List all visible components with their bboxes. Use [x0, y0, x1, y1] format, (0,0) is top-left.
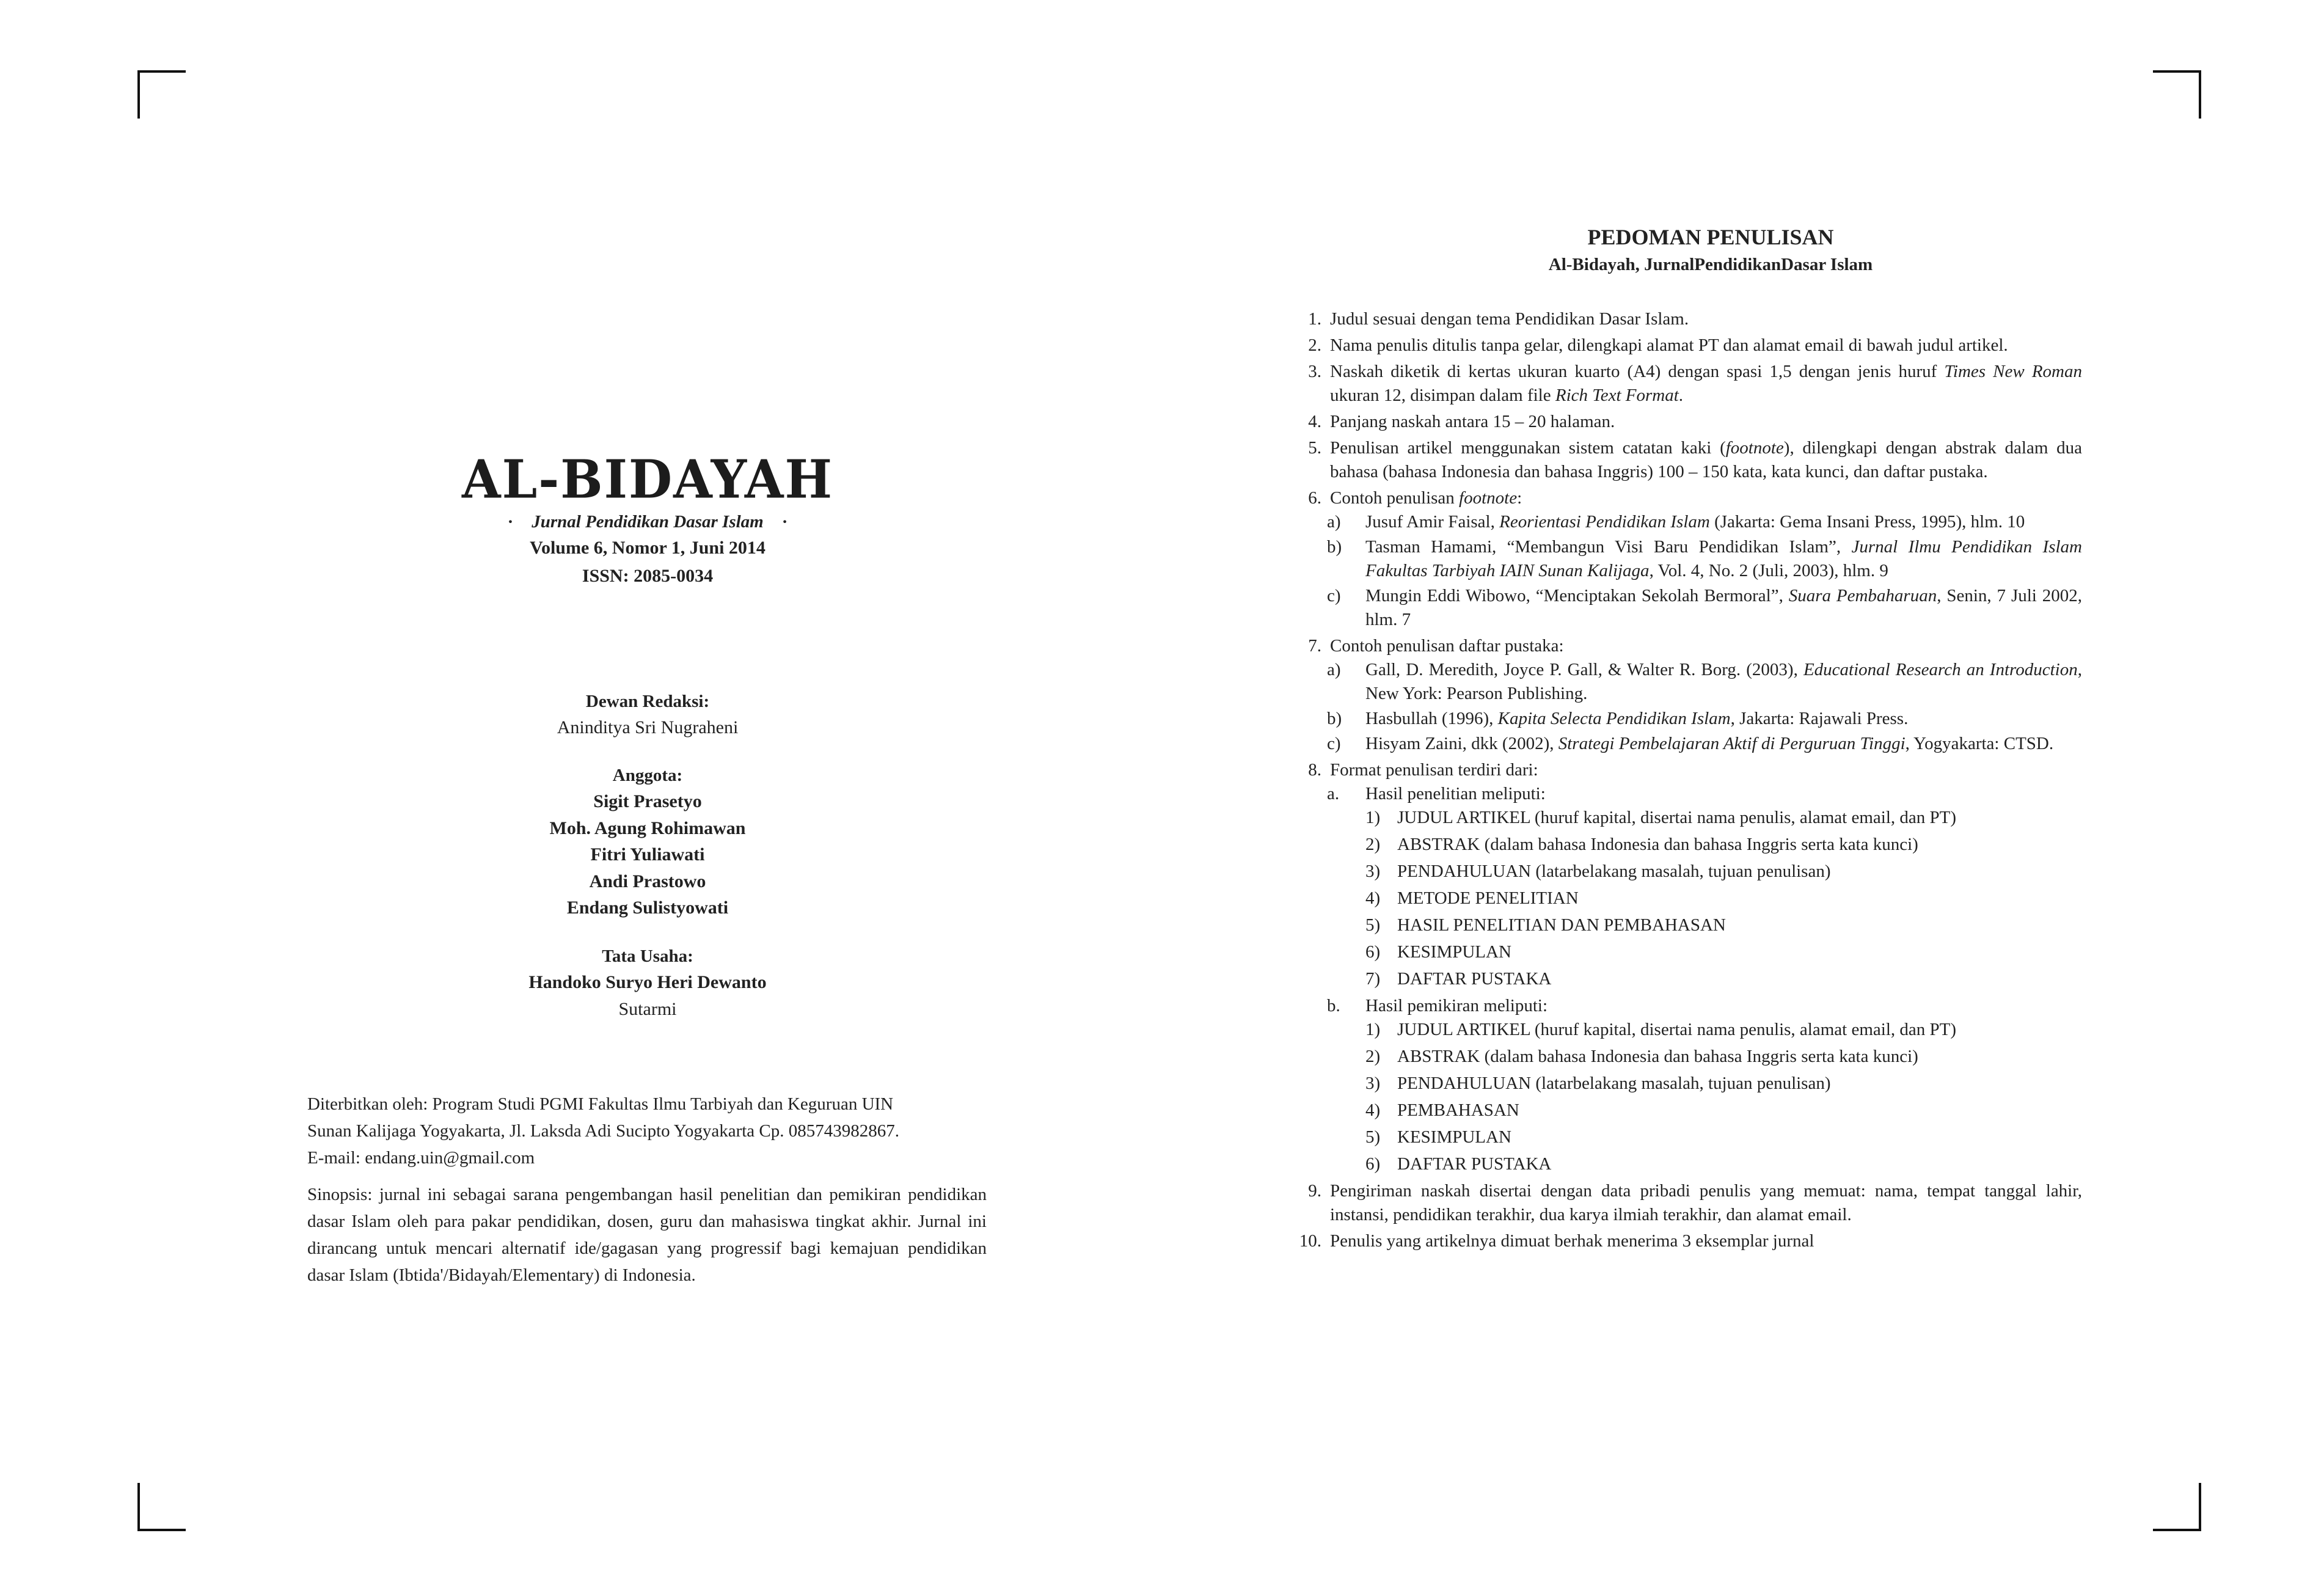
sub-text-italic: Suara Pembaharuan [1788, 586, 1937, 606]
publisher-paragraph [307, 1091, 987, 1171]
sub-text: , Yogyakarta: CTSD. [1905, 734, 2054, 753]
sub-number: a) [1327, 512, 1341, 532]
synopsis-paragraph: Sinopsis: jurnal ini sebagai sarana pengembangan hasil penelitian dan pemikiran pendidikan dasar Islam oleh para pakar pendidikan, dosen, guru dan mahasiswa tingkat akhir. Jurnal ini dirancang untuk mencari alternatif ide/gagasan yang progressif bagi kemajuan pendidikan dasar Islam (Ibtida'/Bidayah/Elementary) di Indonesia. [307, 1185, 987, 1285]
anggota-member: Endang Sulistyowati [566, 898, 729, 918]
guideline-heading [1283, 223, 2138, 277]
sub-text: Hasbullah (1996), [1365, 709, 1498, 728]
item-number: 4. [1308, 412, 1321, 431]
entry-text: ABSTRAK (dalam bahasa Indonesia dan bahasa Inggris serta kata kunci) [1397, 835, 1918, 854]
item-number: 3. [1308, 362, 1321, 381]
item-text: Pengiriman naskah disertai dengan data pribadi penulis yang memuat: nama, tempat tanggal lahir, instansi, pendidikan terakhir, dua karya ilmiah terakhir, dan alamat email. [1330, 1181, 2082, 1224]
anggota-label: Anggota: [612, 766, 683, 786]
item-number: 5. [1308, 438, 1321, 458]
entry-text: JUDUL ARTIKEL (huruf kapital, disertai nama penulis, alamat email, dan PT) [1397, 808, 1957, 827]
entry-number: 2) [1365, 835, 1381, 854]
item-number: 2. [1308, 335, 1321, 355]
entry-text: KESIMPULAN [1397, 942, 1511, 962]
entry-number: 5) [1365, 1127, 1381, 1147]
sub-text: Tasman Hamami, “Membangun Visi Baru Pendidikan Islam”, [1365, 537, 1852, 557]
sub-text: Hisyam Zaini, dkk (2002), [1365, 734, 1558, 753]
format-entry [1292, 887, 2082, 910]
guideline-item [1292, 360, 2082, 408]
sub-text: , Vol. 4, No. 2 (Juli, 2003), hlm. 9 [1649, 561, 1888, 580]
entry-text: JUDUL ARTIKEL (huruf kapital, disertai nama penulis, alamat email, dan PT) [1397, 1020, 1957, 1039]
item-text: Naskah diketik di kertas ukuran kuarto (A4) dengan spasi 1,5 dengan jenis huruf [1330, 362, 1945, 381]
entry-number: 2) [1365, 1047, 1381, 1066]
item-text-italic: Times New Roman [1944, 362, 2083, 381]
guideline-subtitle: Al-Bidayah, JurnalPendidikanDasar Islam [1548, 254, 1873, 274]
sub-text-italic: Kapita Selecta Pendidikan Islam [1497, 709, 1731, 728]
sub-text: (Jakarta: Gema Insani Press, 1995), hlm. 10 [1709, 512, 2025, 532]
footnote-example [1292, 584, 2082, 632]
entry-text: DAFTAR PUSTAKA [1397, 969, 1552, 989]
sub-text-italic: Strategi Pembelajaran Aktif di Perguruan Tinggi [1558, 734, 1906, 753]
publisher-email: E-mail: endang.uin@gmail.com [307, 1148, 535, 1168]
journal-name: AL-BIDAYAH [461, 448, 833, 511]
tata-usaha-label: Tata Usaha: [602, 946, 693, 966]
sub-text-italic: Reorientasi Pendidikan Islam [1499, 512, 1710, 532]
entry-number: 1) [1365, 808, 1381, 827]
guideline-list [1292, 307, 2082, 1256]
sub-number: a) [1327, 660, 1341, 679]
format-entry [1292, 1125, 2082, 1149]
guideline-item [1292, 634, 2082, 756]
entry-number: 5) [1365, 915, 1381, 935]
entry-number: 7) [1365, 969, 1381, 989]
anggota-member: Fitri Yuliawati [590, 844, 705, 865]
sub-text-italic: Jurnal Ilmu Pendidikan Islam Fakultas Tarbiyah IAIN Sunan Kalijaga [1365, 537, 2083, 580]
crop-mark-top-right [2153, 70, 2201, 119]
sub-number: b. [1327, 996, 1340, 1015]
guideline-item [1292, 307, 2082, 331]
sub-text: , New York: Pearson Publishing. [1365, 660, 2082, 703]
sub-number: a. [1327, 784, 1340, 803]
item-text: . [1678, 386, 1684, 405]
sub-text: Hasil pemikiran meliputi: [1365, 996, 1548, 1015]
format-entry [1292, 1072, 2082, 1096]
item-text-italic: Rich Text Format [1555, 386, 1679, 405]
format-entry [1292, 1152, 2082, 1176]
dewan-redaksi-label: Dewan Redaksi: [585, 691, 710, 711]
guideline-item [1292, 334, 2082, 357]
dewan-redaksi-name: Aninditya Sri Nugraheni [557, 717, 739, 737]
item-number: 7. [1308, 636, 1321, 656]
entry-number: 6) [1365, 942, 1381, 962]
bibliography-example [1292, 707, 2082, 731]
entry-text: PENDAHULUAN (latarbelakang masalah, tujuan penulisan) [1397, 1074, 1831, 1093]
item-text: Judul sesuai dengan tema Pendidikan Dasar Islam. [1330, 309, 1689, 329]
item-text: Panjang naskah antara 15 – 20 halaman. [1330, 412, 1615, 431]
entry-text: KESIMPULAN [1397, 1127, 1511, 1147]
format-group [1292, 994, 2082, 1176]
sub-text: Jusuf Amir Faisal, [1365, 512, 1500, 532]
format-entry [1292, 1099, 2082, 1122]
item-text: Format penulisan terdiri dari: [1330, 760, 1538, 780]
item-number: 6. [1308, 488, 1321, 508]
item-text: Penulisan artikel menggunakan sistem catatan kaki ( [1330, 438, 1726, 458]
tata-usaha-member: Sutarmi [618, 998, 677, 1019]
sub-number: b) [1327, 709, 1342, 728]
crop-mark-bottom-right [2153, 1483, 2201, 1531]
item-text-italic: footnote [1725, 438, 1784, 458]
entry-text: PEMBAHASAN [1397, 1100, 1519, 1120]
sub-number: c) [1327, 734, 1341, 753]
entry-number: 3) [1365, 862, 1381, 881]
subtitle-dot-left: · [507, 512, 514, 532]
item-text: Nama penulis ditulis tanpa gelar, dilengkapi alamat PT dan alamat email di bawah judul artikel. [1330, 335, 2008, 355]
sub-text: , Senin, 7 Juli 2002, hlm. 7 [1365, 586, 2082, 629]
format-entry [1292, 1018, 2082, 1042]
entry-number: 6) [1365, 1154, 1381, 1174]
crop-mark-top-left [137, 70, 186, 119]
anggota-member: Moh. Agung Rohimawan [549, 818, 746, 838]
masthead-block [305, 448, 990, 1022]
guideline-item [1292, 1229, 2082, 1253]
entry-text: ABSTRAK (dalam bahasa Indonesia dan bahasa Inggris serta kata kunci) [1397, 1047, 1918, 1066]
item-number: 1. [1308, 309, 1321, 329]
item-number: 8. [1308, 760, 1321, 780]
guideline-item [1292, 1179, 2082, 1227]
crop-mark-bottom-left [137, 1483, 186, 1531]
format-entry [1292, 860, 2082, 884]
issn-line: ISSN: 2085-0034 [582, 566, 714, 587]
guideline-title: PEDOMAN PENULISAN [1587, 225, 1834, 249]
item-text: Penulis yang artikelnya dimuat berhak menerima 3 eksemplar jurnal [1330, 1231, 1814, 1251]
guideline-item [1292, 758, 2082, 1176]
journal-subtitle-row [305, 511, 990, 534]
entry-text: PENDAHULUAN (latarbelakang masalah, tujuan penulisan) [1397, 862, 1831, 881]
anggota-member: Andi Prastowo [589, 871, 706, 891]
item-text-italic: footnote [1459, 488, 1518, 508]
entry-number: 3) [1365, 1074, 1381, 1093]
item-number: 9. [1308, 1181, 1321, 1201]
format-entry [1292, 806, 2082, 830]
sub-number: c) [1327, 586, 1341, 606]
publisher-line: Sunan Kalijaga Yogyakarta, Jl. Laksda Adi Sucipto Yogyakarta Cp. 085743982867. [307, 1121, 900, 1141]
format-group [1292, 782, 2082, 991]
sub-number: b) [1327, 537, 1342, 557]
sub-text: Gall, D. Meredith, Joyce P. Gall, & Walter R. Borg. (2003), [1365, 660, 1803, 679]
editorial-board [305, 689, 990, 1022]
format-entry [1292, 940, 2082, 964]
guideline-item [1292, 486, 2082, 632]
guideline-item [1292, 410, 2082, 434]
item-text: : [1517, 488, 1522, 508]
sub-text: Mungin Eddi Wibowo, “Menciptakan Sekolah Bermoral”, [1365, 586, 1789, 606]
item-text: Contoh penulisan [1330, 488, 1460, 508]
entry-number: 4) [1365, 1100, 1381, 1120]
entry-text: DAFTAR PUSTAKA [1397, 1154, 1552, 1174]
format-entry [1292, 967, 2082, 991]
bibliography-example [1292, 658, 2082, 706]
item-text: Contoh penulisan daftar pustaka: [1330, 636, 1564, 656]
footnote-example [1292, 510, 2082, 534]
item-text: ), dilengkapi dengan abstrak dalam dua bahasa (bahasa Indonesia dan bahasa Inggris) 100 – 150 kata, kata kunci, dan daftar pustaka. [1330, 438, 2082, 481]
bibliography-example [1292, 732, 2082, 756]
anggota-member: Sigit Prasetyo [593, 791, 702, 812]
journal-subtitle: Jurnal Pendidikan Dasar Islam [532, 512, 764, 532]
format-entry [1292, 1045, 2082, 1069]
sub-text: , Jakarta: Rajawali Press. [1730, 709, 1909, 728]
item-text: ukuran 12, disimpan dalam file [1330, 386, 1555, 405]
sub-text: Hasil penelitian meliputi: [1365, 784, 1546, 803]
format-entry [1292, 833, 2082, 857]
publisher-line: Diterbitkan oleh: Program Studi PGMI Fakultas Ilmu Tarbiyah dan Keguruan UIN [307, 1094, 894, 1114]
volume-line: Volume 6, Nomor 1, Juni 2014 [530, 537, 766, 558]
entry-number: 1) [1365, 1020, 1381, 1039]
item-number: 10. [1299, 1231, 1321, 1251]
entry-text: METODE PENELITIAN [1397, 888, 1579, 908]
footnote-example [1292, 535, 2082, 583]
format-entry [1292, 913, 2082, 937]
publisher-info [307, 1091, 987, 1298]
entry-number: 4) [1365, 888, 1381, 908]
subtitle-dot-right: · [781, 512, 788, 532]
tata-usaha-member: Handoko Suryo Heri Dewanto [528, 972, 767, 993]
entry-text: HASIL PENELITIAN DAN PEMBAHASAN [1397, 915, 1726, 935]
sub-text-italic: Educational Research an Introduction [1803, 660, 2078, 679]
guideline-item [1292, 436, 2082, 484]
